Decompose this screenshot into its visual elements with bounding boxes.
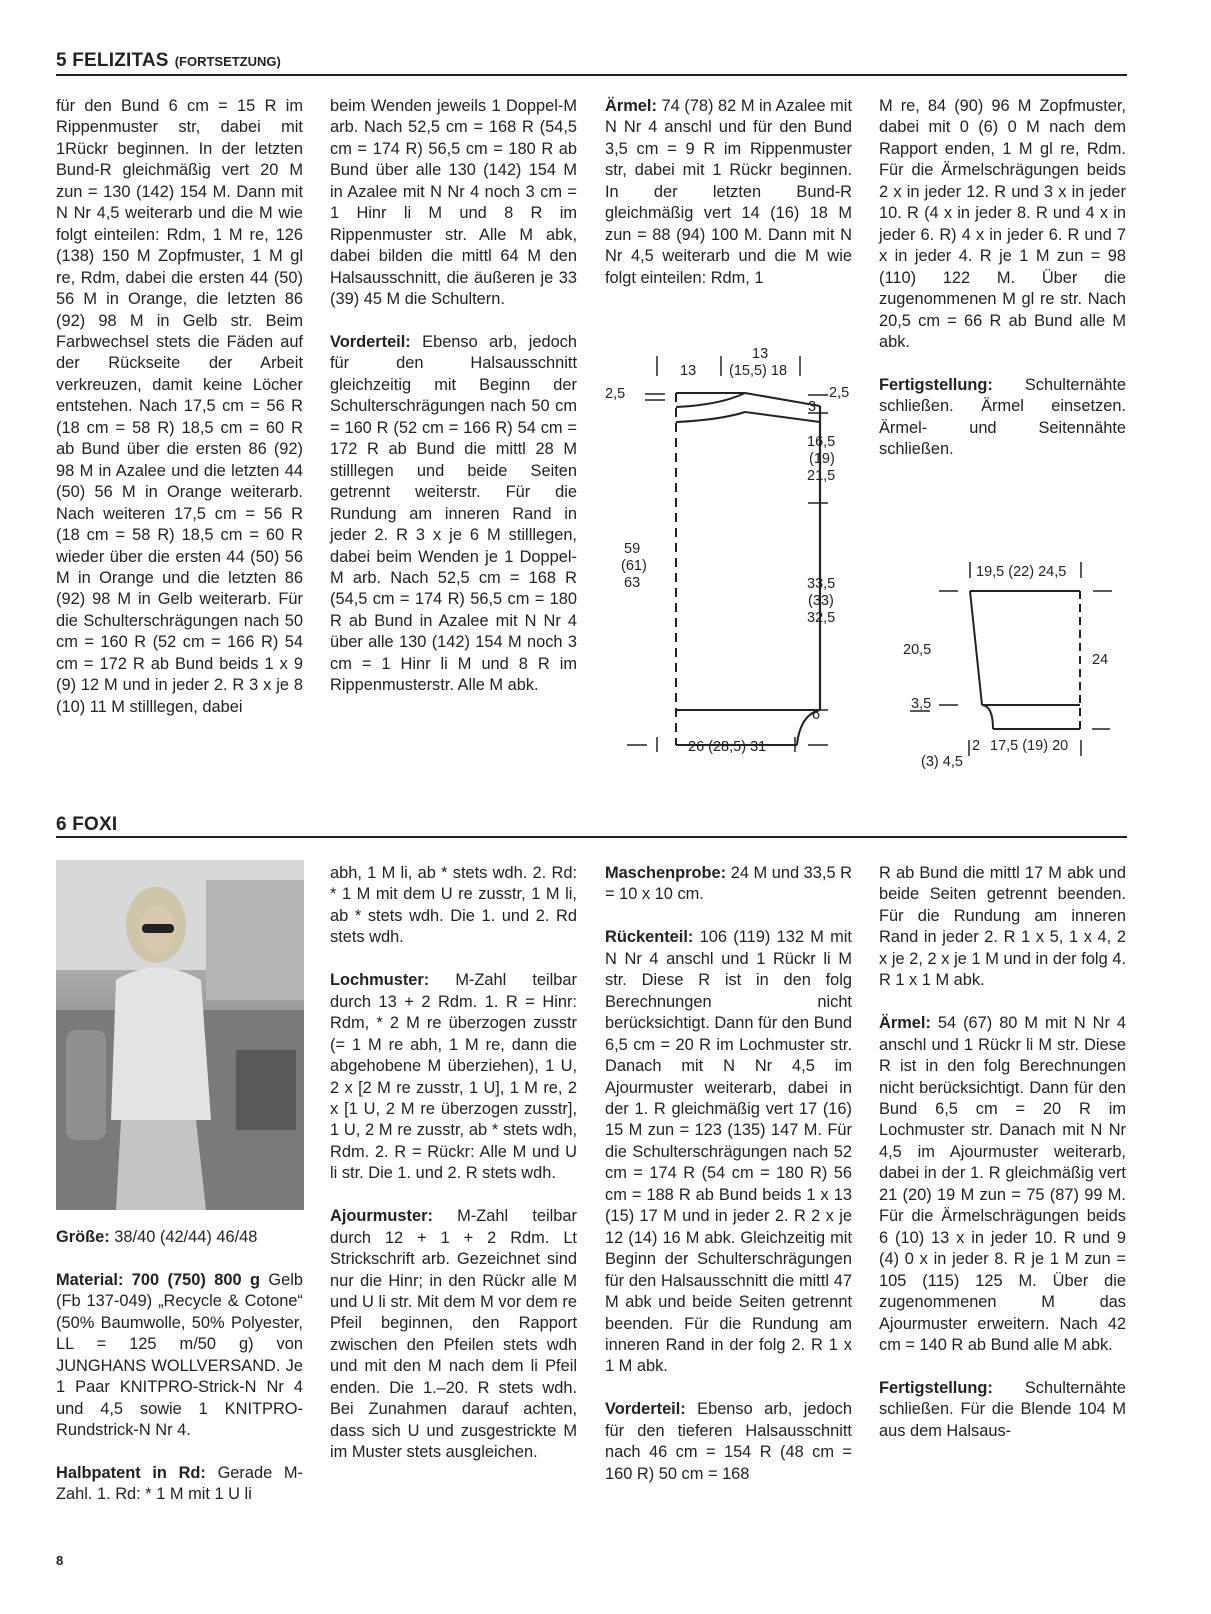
paragraph-text: R ab Bund die mittl 17 M abk und beide Seiten getrennt beenden. Für die Rundung am inneren Rand in jeder 2. R 1 x 5, 1 x 4, 2 x je 2, 2 x je 1 M und in der folg 4. R 1 x 1 M abk. <box>879 864 1126 990</box>
section-title: 6 FOXI <box>56 814 118 835</box>
paragraph-text: Ebenso arb, jedoch für den tieferen Halsausschnitt nach 46 cm = 154 R (48 cm = 160 R) 50 cm = 168 <box>605 1400 852 1483</box>
foxi-column-4 <box>879 863 1126 1464</box>
label-left-neck: 2,5 <box>605 386 626 402</box>
label-sleeve-bottom-offset: (3) 4,5 <box>921 754 963 770</box>
page-number: 8 <box>56 1553 64 1568</box>
label-length-3: 63 <box>624 575 641 591</box>
paragraph-text: 74 (78) 82 M in Azalee mit N Nr 4 anschl und für den Bund 3,5 cm = 9 R im Rippenmuster str, dabei mit 1 Rückr beginnen. In der letzten Bund-R gleichmäßig vert 14 (16) 18 M zun = 88 (94) 100 M. Dann mit N Nr 4,5 weiterarb und die M wie folgt einteilen: Rdm, 1 <box>605 97 852 287</box>
label-armhole-3: 21,5 <box>807 468 836 484</box>
paragraph-text: Ebenso arb, jedoch für den Halsausschnitt gleichzeitig mit Beginn der Schulterschrägungen nach 50 cm = 160 R (52 cm = 166 R) 54 cm = 172 R ab Bund die mittl 28 M stilllegen und beide Seiten getrennt weiterstr. Für die Rundung am inneren Rand in jeder 2. R 3 x je 6 M stilllegen, dabei beim Wenden je 1 Doppel-M arb. Nach 52,5 cm = 168 R (54,5 cm = 174 R) 56,5 cm = 180 R ab Bund in Azalee mit N Nr 4 über alle 130 (142) 154 M noch 3 cm = 1 Hinr li M und 8 R im Rippenmusterstr. Alle M abk. <box>330 332 577 695</box>
paragraph-text: Schulternähte schließen. Ärmel einsetzen. Ärmel- und Seitennähte schließen. <box>879 375 1126 459</box>
foxi-column-1 <box>56 1227 303 1527</box>
label-rib: 6 <box>812 707 821 723</box>
label-neck-width-1: 13 <box>752 346 769 362</box>
section-heading-foxi <box>56 814 1127 838</box>
label-sleeve-top-width: 19,5 (22) 24,5 <box>976 564 1067 580</box>
label-side-1: 33,5 <box>807 576 836 592</box>
paragraph-lead: Größe: <box>56 1228 110 1246</box>
paragraph-lead: Lochmuster: <box>330 971 430 990</box>
paragraph-lead: Vorderteil: <box>605 1400 686 1419</box>
paragraph-aermel <box>879 1013 1126 1356</box>
label-length-2: (61) <box>621 558 647 574</box>
sleeve-schematic <box>910 562 1112 756</box>
label-right-shoulder: 2,5 <box>829 385 850 401</box>
photo-illustration <box>56 860 304 1210</box>
label-sleeve-bottom-width: 17,5 (19) 20 <box>990 738 1069 754</box>
paragraph <box>330 863 577 949</box>
paragraph-lead: Maschenprobe: <box>605 864 727 882</box>
label-sleeve-right-length: 24 <box>1092 652 1109 668</box>
schematic-diagrams <box>0 0 1211 800</box>
label-cuff-offset: 2 <box>972 738 981 754</box>
paragraph-text: Gerade M-Zahl. 1. Rd: * 1 M mit 1 U li <box>56 1463 304 1504</box>
paragraph-material <box>56 1270 303 1442</box>
paragraph-fertigstellung <box>879 1378 1126 1442</box>
paragraph <box>879 863 1126 992</box>
paragraph-text: Schulternähte schließen. Für die Blende 104 M aus dem Halsaus- <box>879 1378 1126 1440</box>
paragraph-lead: Rückenteil: <box>605 928 694 947</box>
label-length-1: 59 <box>624 541 641 557</box>
paragraph-rueckenteil <box>605 927 852 1378</box>
paragraph-halbpatent <box>56 1463 303 1506</box>
paragraph-text: M-Zahl teilbar durch 12 + 1 + 2 Rdm. Lt Strickschrift arb. Gezeichnet sind nur die Hinr; in den Rückr alle M und U li str. Mit dem M vor dem re Pfeil beginnen, den Rapport zwischen den Pfeilen stets wdh und mit den M nach dem li Pfeil enden. Die 1.–20. R stets wdh. Bei Zunahmen darauf achten, dass sich U und zusgestrickte M im Muster stets ausgleichen. <box>330 1207 577 1462</box>
paragraph-lead: Fertigstellung: <box>879 375 993 394</box>
foxi-column-2 <box>330 863 577 1485</box>
paragraph-maschenprobe <box>605 863 852 906</box>
paragraph-text: 24 M und 33,5 R = 10 x 10 cm. <box>605 864 852 904</box>
paragraph-lead: Fertigstellung: <box>879 1378 993 1397</box>
paragraph-lead: Ärmel: <box>879 1014 931 1033</box>
label-sleeve-left-length: 20,5 <box>903 642 932 658</box>
paragraph-lead: Ärmel: <box>605 97 657 115</box>
paragraph-lead: Halbpatent in Rd: <box>56 1463 206 1482</box>
label-cuff: 3,5 <box>911 696 932 712</box>
label-side-3: 32,5 <box>807 610 836 626</box>
paragraph-text: M-Zahl teilbar durch 13 + 2 Rdm. 1. R = Hinr: Rdm, * 2 M re überzogen zusstr (= 1 M re abh, 1 M re, dann die abgehobene M überziehen), 1 U, 2 x [2 M re zusstr, 1 U], 1 M re, 2 x [1 U, 2 M re überzogen zusstr], 1 U, 2 M re zusstr, ab * stets wdh, Rdm. 2. R = Rückr: Alle M und U li str. Die 1. und 2. R stets wdh. <box>330 971 577 1183</box>
paragraph-lochmuster <box>330 970 577 1185</box>
paragraph-text: 106 (119) 132 M mit N Nr 4 anschl und 1 Rückr li M str. Diese R ist in den folg Berechnungen nicht berücksichtigt. Dann für den Bund 6,5 cm = 20 R im Lochmuster str. Danach mit N Nr 4,5 im Ajourmuster weiterarb, dabei in der 1. R gleichmäßig vert 17 (16) 15 M zun = 123 (135) 147 M. Für die Schulterschrägungen nach 52 cm = 174 R (54 cm = 180 R) 56 cm = 188 R ab Bund beids 1 x 13 (15) 17 M und in jeder 2. R 2 x je 12 (14) 16 M abk. Gleichzeitig mit Beginn der Schulterschrägungen für den Halsausschnitt die mittl 47 M abk und beide Seiten getrennt beenden. Für die Rundung am inneren Rand in der folg 2. R 1 x 1 M abk. <box>605 928 852 1376</box>
paragraph-groesse <box>56 1227 303 1248</box>
paragraph-text: Gelb (Fb 137-049) „Recycle & Cotone“ (50% Baumwolle, 50% Polyester, LL = 125 m/50 g) von JUNGHANS WOLLVERSAND. Je 1 Paar KNITPRO-Strick-N Nr 4 und 4,5 sowie 1 KNITPRO-Rundstrick-N Nr 4. <box>56 1270 303 1440</box>
paragraph-lead: Vorderteil: <box>330 332 411 351</box>
paragraph-text: 54 (67) 80 M mit N Nr 4 anschl und 1 Rückr li M str. Diese R ist in den folg Berechnungen nicht berücksichtigt. Dann für den Bund 6,5 cm = 20 R im Lochmuster str. Danach mit N Nr 4,5 im Ajourmuster weiterarb, dabei in der 1. R gleichmäßig vert 21 (20) 19 M zun = 75 (87) 99 M. Für die Ärmelschrägungen beids 6 (10) 13 x in jeder 10. R und 9 (4) 0 x in jeder 8. R je 1 M zun = 105 (115) 125 M. Über die zugenommenen M das Ajourmuster erweitern. Nach 42 cm = 140 R ab Bund alle M abk. <box>879 1014 1126 1354</box>
label-band: 3 <box>808 399 817 415</box>
paragraph-text: abh, 1 M li, ab * stets wdh. 2. Rd: * 1 M mit dem U re zusstr, 1 M li, ab * stets wdh. Die 1. und 2. Rd stets wdh. <box>330 864 577 947</box>
label-neck-width-2: (15,5) 18 <box>729 363 788 379</box>
label-side-2: (33) <box>808 593 834 609</box>
foxi-column-3 <box>605 863 852 1507</box>
section-title: 5 FELIZITAS <box>56 50 169 71</box>
paragraph-text: M re, 84 (90) 96 M Zopfmuster, dabei mit 0 (6) 0 M nach dem Rapport enden, 1 M gl re, Rdm. Für die Ärmelschrägungen beids 2 x in jeder 12. R und 3 x in jeder 10. R (4 x in jeder 8. R und 4 x in jeder 6. R) 4 x in jeder 6. R und 7 x in jeder 4. R je 1 M zun = 98 (110) 122 M. Über die zugenommenen M gl re str. Nach 20,5 cm = 66 R ab Bund alle M abk. <box>879 97 1126 351</box>
body-schematic <box>627 356 828 752</box>
label-bottom-width: 26 (28,5) 31 <box>688 739 767 755</box>
paragraph-text: beim Wenden jeweils 1 Doppel-M arb. Nach 52,5 cm = 168 R (54,5 cm = 174 R) 56,5 cm = 180 R ab Bund über alle 130 (142) 154 M in Azalee mit N Nr 4 noch 3 cm = 1 Hinr li M und 8 R im Rippenmuster str. Alle M abk, dabei bilden die mittl 64 M den Halsausschnitt, die äußeren je 33 (39) 45 M die Schultern. <box>330 97 577 309</box>
paragraph-lead: Material: 700 (750) 800 g <box>56 1270 260 1289</box>
paragraph-text: 38/40 (42/44) 46/48 <box>114 1228 258 1246</box>
section-subtitle: (FORTSETZUNG) <box>174 54 281 69</box>
paragraph-ajourmuster <box>330 1206 577 1463</box>
model-photo <box>56 860 304 1210</box>
label-armhole-1: 16,5 <box>807 434 836 450</box>
label-shoulder-width: 13 <box>680 363 697 379</box>
label-armhole-2: (19) <box>809 451 835 467</box>
paragraph-vorderteil <box>605 1399 852 1485</box>
paragraph-text: für den Bund 6 cm = 15 R im Rippenmuster str, dabei mit 1Rückr beginnen. In der letzten Bund-R gleichmäßig vert 20 M zun = 130 (142) 154 M. Dann mit N Nr 4,5 weiterarb und die M wie folgt einteilen: Rdm, 1 M re, 126 (138) 150 M Zopfmuster, 1 M gl re, Rdm, dabei die ersten 44 (50) 56 M in Orange, die letzten 86 (92) 98 M in Gelb str. Beim Farbwechsel stets die Fäden auf der Rückseite der Arbeit verkreuzen, damit keine Löcher entstehen. Nach 17,5 cm = 56 R (18 cm = 58 R) 18,5 cm = 60 R ab Bund über die ersten 86 (92) 98 M in Azalee und die letzten 44 (50) 56 M in Orange weiterarb. Nach weiteren 17,5 cm = 56 R (18 cm = 58 R) 18,5 cm = 60 R wieder über die ersten 44 (50) 56 M in Orange und die letzten 86 (92) 98 M in Gelb weiterarb. Für die Schulterschrägungen nach 50 cm = 160 R (52 cm = 166 R) 54 cm = 172 R ab Bund beids 1 x 9 (9) 12 M und in jeder 2. R 3 x je 8 (10) 11 M stilllegen, dabei <box>56 97 303 716</box>
paragraph-lead: Ajourmuster: <box>330 1207 433 1226</box>
